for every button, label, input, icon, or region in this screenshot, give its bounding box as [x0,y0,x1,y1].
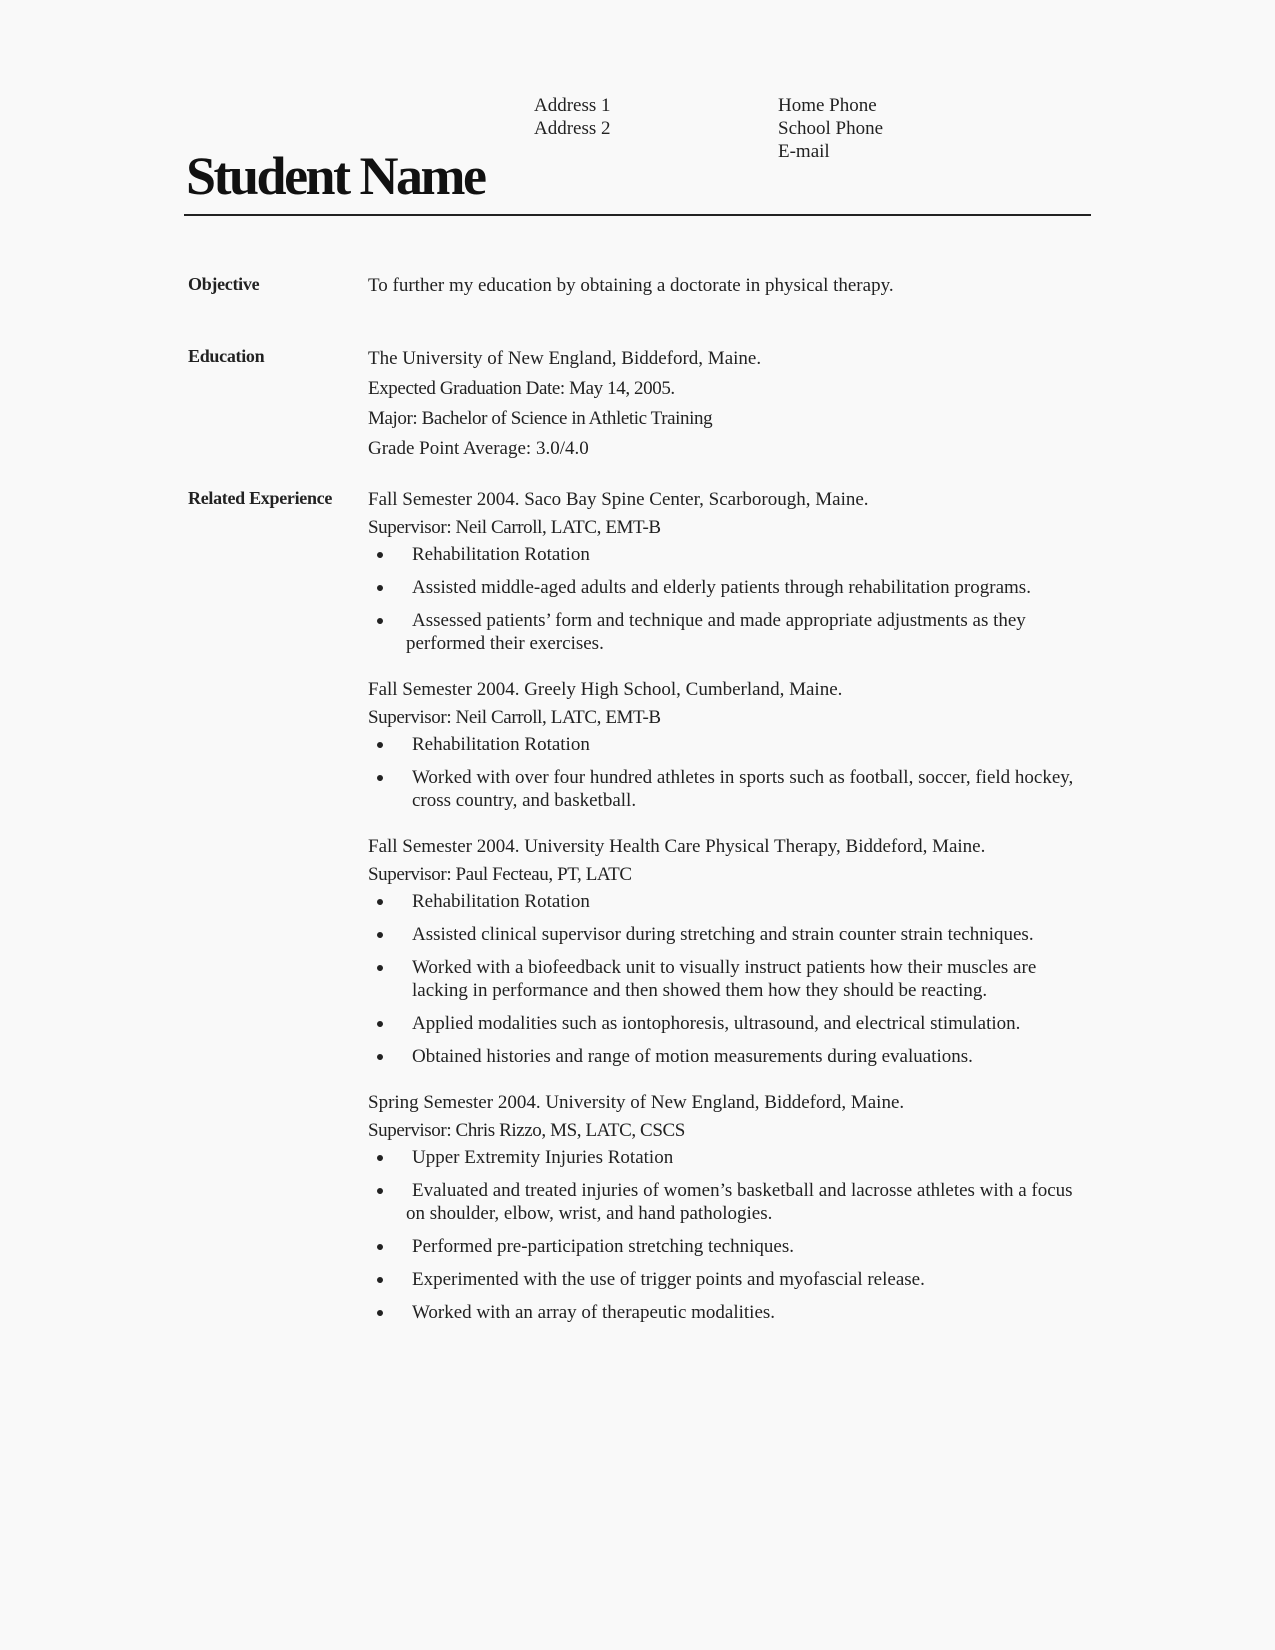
student-name: Student Name [186,146,485,206]
experience-entry [368,485,1088,655]
header-divider [184,214,1091,216]
bullet-item: Assisted middle-aged adults and elderly patients through rehabilitation programs. [368,576,1088,599]
bullet-item: Rehabilitation Rotation [368,890,1088,913]
experience-label: Related Experience [188,488,333,508]
bullet-item: Rehabilitation Rotation [368,733,1088,756]
home-phone: Home Phone [778,95,877,116]
bullet-item: Upper Extremity Injuries Rotation [368,1146,1088,1169]
experience-supervisor: Supervisor: Neil Carroll, LATC, EMT-B [368,707,661,728]
experience-bullets [368,543,1088,655]
bullet-item: Worked with a biofeedback unit to visually instruct patients how their muscles are lacking in performance and then showed them how they should be reacting. [368,956,1088,1002]
experience-entry [368,675,1088,812]
bullet-item: Obtained histories and range of motion measurements during evaluations. [368,1045,1088,1068]
experience-supervisor: Supervisor: Paul Fecteau, PT, LATC [368,864,632,885]
bullet-item: Applied modalities such as iontophoresis, ultrasound, and electrical stimulation. [368,1012,1088,1035]
bullet-item: Rehabilitation Rotation [368,543,1088,566]
education-graduation: Expected Graduation Date: May 14, 2005. [368,378,675,399]
bullet-item: Assisted clinical supervisor during stretching and strain counter strain techniques. [368,923,1088,946]
experience-entry [368,832,1088,1068]
education-school: The University of New England, Biddeford, Maine. [368,348,762,369]
contact-block [778,94,883,163]
experience-bullets [368,1146,1088,1324]
objective-label: Objective [188,274,260,294]
address-line-2: Address 2 [534,118,611,139]
bullet-item: Experimented with the use of trigger points and myofascial release. [368,1268,1088,1291]
school-phone: School Phone [778,118,884,139]
experience-heading: Spring Semester 2004. University of New England, Biddeford, Maine. [368,1092,905,1113]
bullet-item: Assessed patients’ form and technique and made appropriate adjustments as they performed their exercises. [368,609,1088,655]
bullet-item: Evaluated and treated injuries of women’s basketball and lacrosse athletes with a focus on shoulder, elbow, wrist, and hand pathologies. [368,1179,1088,1225]
email: E-mail [778,141,830,162]
education-gpa: Grade Point Average: 3.0/4.0 [368,438,589,459]
experience-section [368,485,1088,1344]
education-label: Education [188,346,265,366]
objective-text: To further my education by obtaining a doctorate in physical therapy. [368,275,894,296]
experience-bullets [368,890,1088,1068]
experience-heading: Fall Semester 2004. University Health Care Physical Therapy, Biddeford, Maine. [368,836,986,857]
bullet-item: Worked with an array of therapeutic modalities. [368,1301,1088,1324]
experience-bullets [368,733,1088,812]
address-block [534,94,611,140]
education-section [368,344,1088,464]
bullet-item: Performed pre-participation stretching techniques. [368,1235,1088,1258]
bullet-item: Worked with over four hundred athletes in sports such as football, soccer, field hockey, cross country, and basketball. [368,766,1088,812]
experience-supervisor: Supervisor: Chris Rizzo, MS, LATC, CSCS [368,1120,685,1141]
experience-entry [368,1088,1088,1324]
objective-section [368,271,1088,301]
education-major: Major: Bachelor of Science in Athletic Training [368,408,713,429]
address-line-1: Address 1 [534,95,611,116]
experience-heading: Fall Semester 2004. Greely High School, Cumberland, Maine. [368,679,843,700]
experience-heading: Fall Semester 2004. Saco Bay Spine Center, Scarborough, Maine. [368,489,869,510]
experience-supervisor: Supervisor: Neil Carroll, LATC, EMT-B [368,517,661,538]
